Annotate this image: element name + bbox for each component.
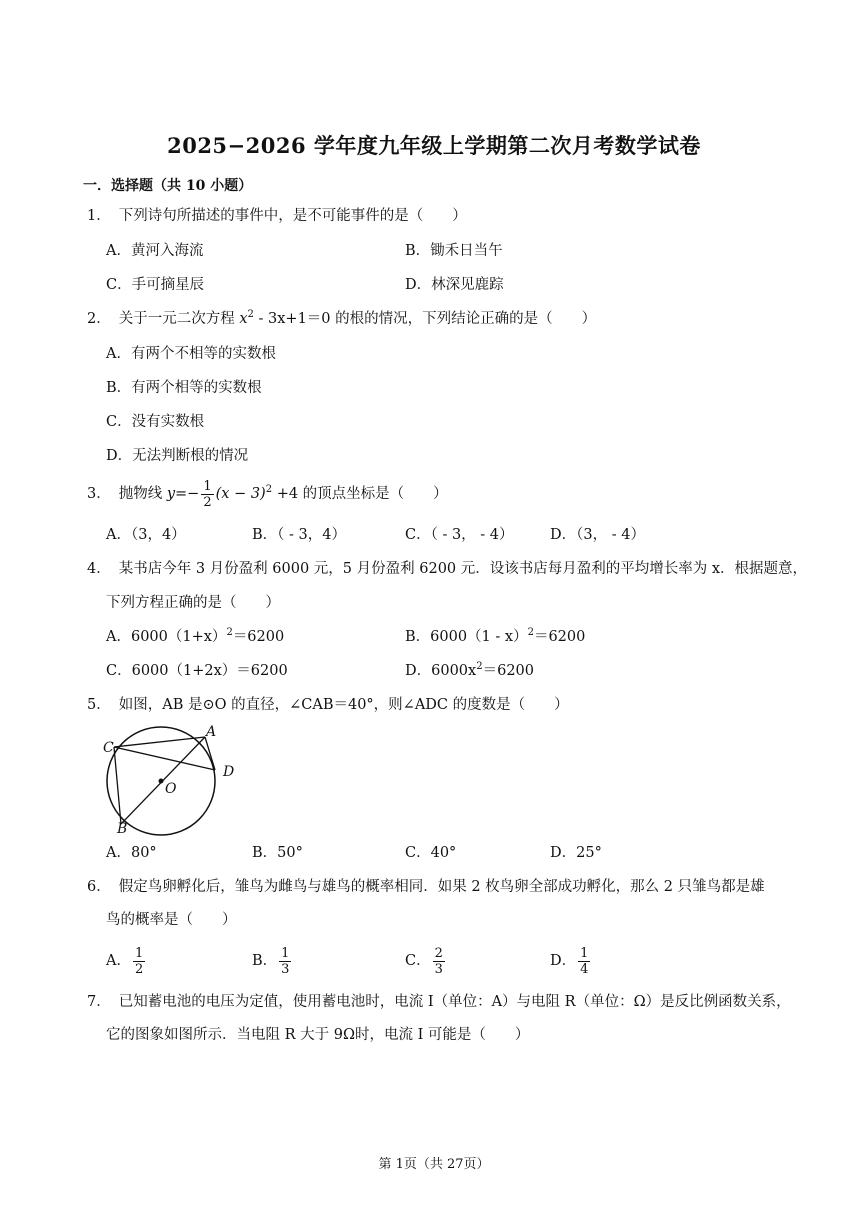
question-text: 已知蓄电池的电压为定值，使用蓄电池时，电流 I（单位：A）与电阻 R（单位：Ω）是反比例函数关系， xyxy=(118,994,791,1010)
question-number: 3． xyxy=(87,486,111,502)
fraction-numerator: 1 xyxy=(580,945,589,961)
option-d: D．无法判断根的情况 xyxy=(106,448,249,464)
chord-cd xyxy=(114,747,215,770)
option-label: D． xyxy=(550,953,577,969)
question-text: 抛物线 xyxy=(118,486,167,502)
option-label: A． xyxy=(106,953,131,969)
question-4-cont: 下列方程正确的是（ ） xyxy=(106,595,280,611)
label-o: O xyxy=(165,781,177,797)
question-text: 下列诗句所描述的事件中，是不可能事件的是（ ） xyxy=(118,208,467,224)
option-c: C．手可摘星辰 xyxy=(106,277,205,293)
label-d: D xyxy=(223,764,235,780)
option-text: B．6000（1 - x） xyxy=(405,629,528,645)
option-text: A．6000（1+x） xyxy=(106,629,227,645)
fraction xyxy=(578,946,590,977)
page-title: 2025−2026 学年度九年级上学期第二次月考数学试卷 xyxy=(167,133,701,158)
fraction-denominator: 2 xyxy=(134,961,144,977)
fraction-denominator: 2 xyxy=(203,494,212,510)
option-a: A．有两个不相等的实数根 xyxy=(106,346,276,362)
option-label: B． xyxy=(252,953,278,969)
fraction-denominator: 3 xyxy=(281,961,290,977)
equation-paren: (x − 3) xyxy=(215,486,266,502)
option-b xyxy=(252,943,293,979)
label-c: C xyxy=(103,740,114,756)
question-number: 6． xyxy=(87,879,111,895)
question-3 xyxy=(87,477,448,511)
option-c xyxy=(405,943,447,979)
circle-diagram xyxy=(95,720,255,845)
exponent: 2 xyxy=(226,627,233,638)
exponent: 2 xyxy=(527,627,534,638)
question-1 xyxy=(87,206,467,226)
option-b: B．锄禾日当午 xyxy=(405,243,503,259)
exponent: 2 xyxy=(265,484,273,495)
fraction-numerator: 1 xyxy=(134,945,144,961)
question-text: 假定鸟卵孵化后，雏鸟为雌鸟与雄鸟的概率相同．如果 2 枚鸟卵全部成功孵化，那么 2 只雏鸟都是雄 xyxy=(118,879,765,895)
option-c: C．（ - 3， - 4） xyxy=(405,527,514,543)
option-c: C．40° xyxy=(405,845,457,861)
option-d: D．林深见鹿踪 xyxy=(405,277,504,293)
question-7 xyxy=(87,992,791,1012)
page-footer: 第 1页（共 27页） xyxy=(378,1157,490,1172)
option-d xyxy=(405,661,534,681)
option-b: B．50° xyxy=(252,845,303,861)
question-2 xyxy=(87,309,596,329)
fraction-numerator: 1 xyxy=(281,945,290,961)
question-text: 关于一元二次方程 xyxy=(118,311,240,327)
question-number: 2． xyxy=(87,311,111,327)
option-b xyxy=(405,627,585,647)
section-heading: 一．选择题（共 10 小题） xyxy=(83,178,253,194)
option-a xyxy=(106,943,147,979)
fraction xyxy=(133,946,145,977)
fraction xyxy=(201,479,213,510)
question-number: 4． xyxy=(87,561,111,577)
option-text: D．6000x xyxy=(405,663,477,679)
label-b: B xyxy=(117,821,128,837)
fraction-denominator: 4 xyxy=(580,961,589,977)
exponent: 2 xyxy=(476,661,483,672)
question-text: +4 的顶点坐标是（ ） xyxy=(272,486,448,502)
option-a xyxy=(106,627,284,647)
center-point xyxy=(159,779,164,784)
question-4 xyxy=(87,559,807,579)
option-a: A．80° xyxy=(106,845,157,861)
option-text: ＝6200 xyxy=(232,629,285,645)
variable-x: x xyxy=(239,311,248,327)
option-text: ＝6200 xyxy=(533,629,586,645)
question-number: 7． xyxy=(87,994,111,1010)
fraction xyxy=(433,946,445,977)
chord-ad xyxy=(205,737,215,770)
question-5 xyxy=(87,695,569,715)
question-7-cont: 它的图象如图所示．当电阻 R 大于 9Ω时，电流 I 可能是（ ） xyxy=(106,1027,530,1043)
option-c: C．没有实数根 xyxy=(106,414,205,430)
question-text: 某书店今年 3 月份盈利 6000 元，5 月份盈利 6200 元．设该书店每月盈利的平均增长率为 x．根据题意， xyxy=(118,561,808,577)
option-text: ＝6200 xyxy=(482,663,534,679)
fraction-numerator: 1 xyxy=(203,478,212,494)
equation-y: y=− xyxy=(166,486,200,502)
option-b: B．（ - 3，4） xyxy=(252,527,346,543)
option-b: B．有两个相等的实数根 xyxy=(106,380,262,396)
option-c: C．6000（1+2x）＝6200 xyxy=(106,663,288,679)
question-6 xyxy=(87,877,765,897)
option-label: C． xyxy=(405,953,431,969)
label-a: A xyxy=(206,724,217,740)
question-6-cont: 鸟的概率是（ ） xyxy=(106,912,237,928)
option-d xyxy=(550,943,592,979)
question-text: - 3x+1＝0 的根的情况，下列结论正确的是（ ） xyxy=(253,311,597,327)
question-text: 如图，AB 是⊙O 的直径，∠CAB＝40°，则∠ADC 的度数是（ ） xyxy=(118,697,569,713)
option-d: D．25° xyxy=(550,845,602,861)
fraction-denominator: 3 xyxy=(434,961,443,977)
question-number: 1． xyxy=(87,208,111,224)
option-d: D．（3， - 4） xyxy=(550,527,645,543)
fraction-numerator: 2 xyxy=(434,945,443,961)
option-a: A．黄河入海流 xyxy=(106,243,204,259)
option-a: A．（3，4） xyxy=(106,527,186,543)
exponent: 2 xyxy=(247,309,254,320)
fraction xyxy=(279,946,291,977)
question-number: 5． xyxy=(87,697,111,713)
